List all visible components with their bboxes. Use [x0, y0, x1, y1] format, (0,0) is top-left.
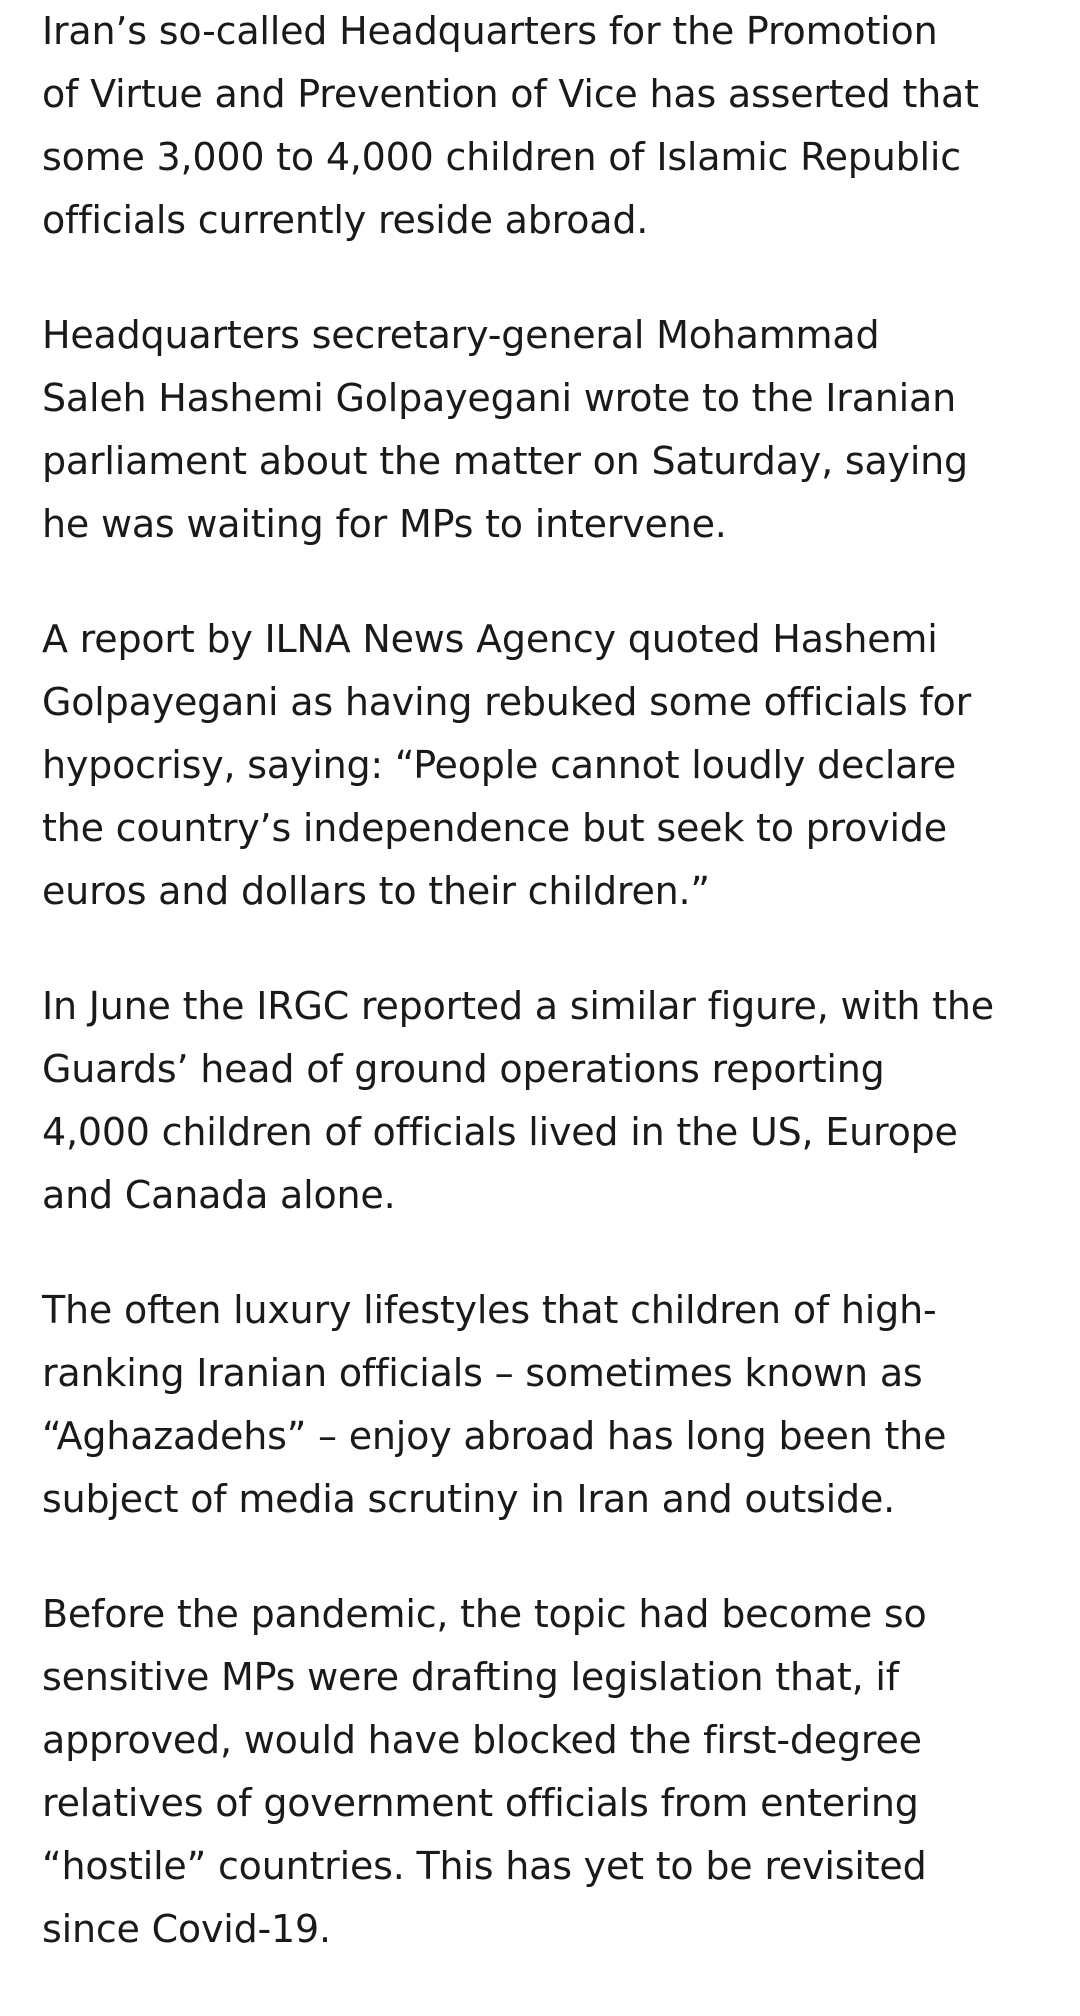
paragraph-line: officials currently reside abroad. [42, 198, 649, 242]
paragraph-line: ranking Iranian officials – sometimes known as [42, 1351, 923, 1395]
paragraph-line: Saleh Hashemi Golpayegani wrote to the Iranian [42, 376, 957, 420]
paragraph-line: of Virtue and Prevention of Vice has asserted that [42, 72, 979, 116]
paragraph-line: “hostile” countries. This has yet to be revisited [42, 1844, 927, 1888]
paragraph-line: 4,000 children of officials lived in the US, Europe [42, 1110, 958, 1154]
paragraph-line: the country’s independence but seek to provide [42, 806, 947, 850]
paragraph-2 [42, 304, 1062, 556]
paragraph-line: “Aghazadehs” – enjoy abroad has long been the [42, 1414, 947, 1458]
paragraph-line: he was waiting for MPs to intervene. [42, 502, 727, 546]
paragraph-6 [42, 1583, 1062, 1961]
paragraph-line: Guards’ head of ground operations reporting [42, 1047, 885, 1091]
paragraph-line: since Covid-19. [42, 1907, 331, 1951]
paragraph-1 [42, 0, 1062, 252]
article-body [42, 0, 1062, 2013]
paragraph-3 [42, 608, 1062, 923]
paragraph-line: some 3,000 to 4,000 children of Islamic Republic [42, 135, 961, 179]
paragraph-line: approved, would have blocked the first-degree [42, 1718, 922, 1762]
paragraph-5 [42, 1279, 1062, 1531]
paragraph-4 [42, 975, 1062, 1227]
paragraph-line: sensitive MPs were drafting legislation that, if [42, 1655, 899, 1699]
paragraph-line: subject of media scrutiny in Iran and outside. [42, 1477, 895, 1521]
paragraph-line: Before the pandemic, the topic had become so [42, 1592, 927, 1636]
paragraph-line: and Canada alone. [42, 1173, 396, 1217]
paragraph-line: parliament about the matter on Saturday, saying [42, 439, 968, 483]
paragraph-line: Golpayegani as having rebuked some officials for [42, 680, 972, 724]
paragraph-line: The often luxury lifestyles that children of high- [42, 1288, 937, 1332]
paragraph-line: euros and dollars to their children.” [42, 869, 710, 913]
paragraph-line: In June the IRGC reported a similar figure, with the [42, 984, 994, 1028]
paragraph-line: Headquarters secretary-general Mohammad [42, 313, 880, 357]
paragraph-line: relatives of government officials from entering [42, 1781, 919, 1825]
paragraph-line: Iran’s so-called Headquarters for the Promotion [42, 9, 938, 53]
paragraph-line: hypocrisy, saying: “People cannot loudly declare [42, 743, 957, 787]
paragraph-line: A report by ILNA News Agency quoted Hashemi [42, 617, 938, 661]
